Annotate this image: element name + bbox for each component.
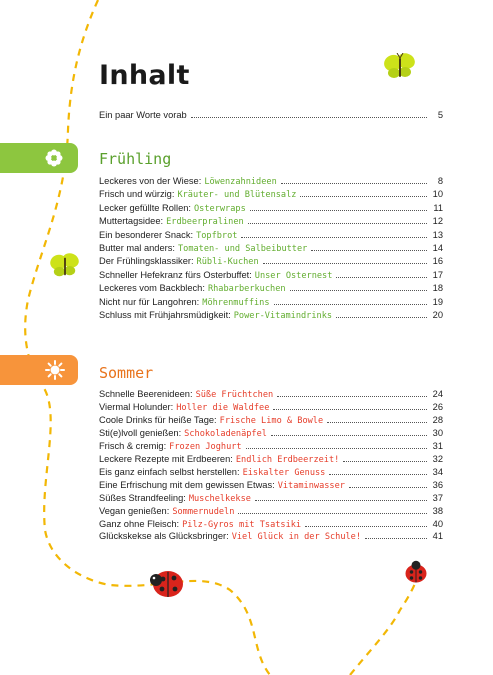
toc-page-number: 19 [432, 296, 443, 307]
toc-row[interactable] [99, 281, 443, 295]
toc-page-number: 24 [432, 389, 443, 399]
recipe-name: Endlich Erdbeerzeit! [235, 454, 340, 465]
dot-leader [241, 228, 427, 238]
dot-leader [281, 174, 427, 184]
dot-leader [191, 108, 427, 118]
toc-entry-label: Leckeres von der Wiese: [99, 176, 202, 186]
toc-page-number: 34 [432, 466, 443, 477]
toc-entry-label: Coole Drinks für heiße Tage: [99, 414, 217, 425]
toc-row[interactable] [99, 201, 443, 215]
recipe-name: Topfbrot [196, 230, 238, 241]
toc-row-intro[interactable] [99, 108, 443, 122]
toc-page-number: 26 [432, 401, 443, 412]
dot-leader [336, 308, 427, 318]
dot-leader [248, 214, 427, 224]
toc-row[interactable] [99, 491, 443, 505]
toc-row[interactable] [99, 452, 443, 466]
toc-page-number: 20 [432, 310, 443, 320]
toc-page-number: 14 [432, 243, 443, 253]
toc-row[interactable] [99, 465, 443, 479]
toc-page-number: 31 [432, 440, 443, 451]
summer-section-tab [0, 355, 78, 385]
toc-entry-label: Leckere Rezepte mit Erdbeeren: [99, 453, 233, 464]
dot-leader [349, 478, 427, 488]
toc-row[interactable] [99, 254, 443, 268]
toc-row[interactable] [99, 241, 443, 255]
recipe-name: Eiskalter Genuss [242, 467, 326, 478]
toc-row[interactable] [99, 517, 443, 531]
toc-page-number: 37 [432, 492, 443, 503]
recipe-name: Vitaminwasser [277, 480, 345, 491]
recipe-name: Erdbeerpralinen [166, 217, 244, 228]
dot-leader [327, 413, 427, 423]
dot-leader [250, 201, 427, 211]
toc-row[interactable] [99, 413, 443, 427]
toc-page-number: 8 [437, 176, 443, 186]
toc-page-number: 40 [432, 518, 443, 529]
toc-entry-label: Butter mal anders: [99, 243, 175, 253]
dot-leader [255, 491, 427, 501]
recipe-name: Muschelkekse [188, 493, 251, 504]
toc-entry-label: Schneller Hefekranz fürs Osterbuffet: [99, 269, 252, 280]
toc-row[interactable] [99, 426, 443, 440]
toc-entry-label: Sti(e)lvoll genießen: [99, 427, 182, 438]
recipe-name: Rübli-Kuchen [196, 257, 259, 268]
ladybug-icon [401, 559, 431, 585]
dot-leader [311, 241, 427, 251]
toc-entry-label: Schluss mit Frühjahrsmüdigkeit: [99, 310, 231, 320]
toc-entry-label: Frisch & cremig: [99, 440, 167, 451]
recipe-name: Löwenzahnideen [204, 177, 277, 187]
toc-row[interactable] [99, 228, 443, 242]
toc-entry-label: Schnelle Beerenideen: [99, 389, 193, 399]
recipe-name: Rhabarberkuchen [207, 284, 286, 295]
toc-row[interactable] [99, 214, 443, 228]
dot-leader [271, 426, 427, 436]
dot-leader [343, 452, 427, 462]
toc-entry-label: Frisch und würzig: [99, 189, 175, 200]
toc-entry-label: Süßes Strandfeeling: [99, 492, 186, 503]
toc-page-number: 18 [432, 283, 443, 294]
dot-leader [365, 529, 427, 539]
spring-section-tab [0, 143, 78, 173]
recipe-name: Pilz-Gyros mit Tsatsiki [182, 519, 302, 530]
toc-entry-label: Viermal Holunder: [99, 401, 174, 412]
toc-entry-label: Glückskekse als Glücksbringer: [99, 531, 229, 542]
recipe-name: Osterwraps [194, 203, 246, 214]
recipe-name: Süße Früchtchen [195, 390, 274, 400]
sun-icon [45, 360, 65, 380]
toc-entry-label: Leckeres vom Backblech: [99, 283, 205, 294]
toc-entry-label: Vegan genießen: [99, 505, 170, 516]
toc-entry-label: Ganz ohne Fleisch: [99, 518, 180, 529]
toc-row[interactable] [99, 187, 443, 201]
recipe-name: Sommernudeln [172, 506, 235, 517]
recipe-name: Viel Glück in der Schule! [231, 532, 362, 543]
recipe-name: Kräuter- und Blütensalz [177, 190, 297, 201]
dot-leader [277, 387, 427, 397]
toc-row[interactable] [99, 400, 443, 414]
toc-page-number: 30 [432, 427, 443, 438]
dot-leader [274, 295, 427, 305]
dot-leader [238, 504, 427, 514]
toc-entry-label: Eine Erfrischung mit dem gewissen Etwas: [99, 479, 275, 490]
dot-leader [329, 465, 427, 475]
toc-page-number: 12 [432, 216, 443, 227]
recipe-name: Unser Osternest [254, 270, 333, 281]
flower-icon [45, 149, 63, 167]
section-heading-summer: Sommer [99, 364, 154, 382]
toc-entry-label: Muttertagsidee: [99, 216, 164, 227]
toc-row[interactable] [99, 295, 443, 309]
recipe-name: Power-Vitamindrinks [233, 311, 333, 321]
toc-page-number: 16 [432, 256, 443, 267]
toc-entry-label: Eis ganz einfach selbst herstellen: [99, 466, 240, 477]
butterfly-icon [384, 53, 416, 81]
dot-leader [305, 517, 427, 527]
dot-leader [246, 439, 427, 449]
ladybug-icon [146, 566, 186, 600]
toc-entry-label: Ein paar Worte vorab [99, 110, 187, 120]
dot-leader [273, 400, 427, 410]
toc-page-number: 10 [432, 189, 443, 200]
page-title: Inhalt [99, 60, 190, 91]
recipe-name: Möhrenmuffins [202, 297, 270, 308]
toc-page-number: 11 [433, 202, 443, 213]
toc-row[interactable] [99, 439, 443, 453]
toc-page-number: 28 [432, 414, 443, 425]
toc-row[interactable] [99, 387, 443, 401]
recipe-name: Frozen Joghurt [169, 441, 242, 452]
toc-row[interactable] [99, 268, 443, 282]
toc-entry-label: Lecker gefüllte Rollen: [99, 202, 191, 213]
toc-entry-label: Der Frühlingsklassiker: [99, 256, 194, 267]
toc-page-number: 36 [432, 479, 443, 490]
dot-leader [263, 254, 427, 264]
toc-page-number: 41 [432, 531, 443, 542]
dot-leader [300, 187, 427, 197]
recipe-name: Holler die Waldfee [176, 402, 270, 413]
recipe-name: Tomaten- und Salbeibutter [177, 244, 308, 254]
toc-page-number: 38 [432, 505, 443, 516]
toc-page-number: 32 [432, 453, 443, 464]
toc-entry-label: Ein besonderer Snack: [99, 229, 194, 240]
recipe-name: Schokoladenäpfel [184, 428, 267, 439]
section-heading-spring: Frühling [99, 150, 172, 168]
dot-leader [290, 281, 427, 291]
toc-page-number: 13 [432, 229, 443, 240]
toc-page-number: 5 [437, 110, 443, 120]
toc-page-number: 17 [432, 269, 443, 280]
toc-row[interactable] [99, 478, 443, 492]
dot-leader [336, 268, 427, 278]
toc-entry-label: Nicht nur für Langohren: [99, 296, 200, 307]
toc-row[interactable] [99, 174, 443, 188]
toc-row[interactable] [99, 529, 443, 543]
toc-row[interactable] [99, 504, 443, 518]
toc-row[interactable] [99, 308, 443, 322]
recipe-name: Frische Limo & Bowle [219, 415, 324, 426]
butterfly-icon [50, 253, 80, 279]
